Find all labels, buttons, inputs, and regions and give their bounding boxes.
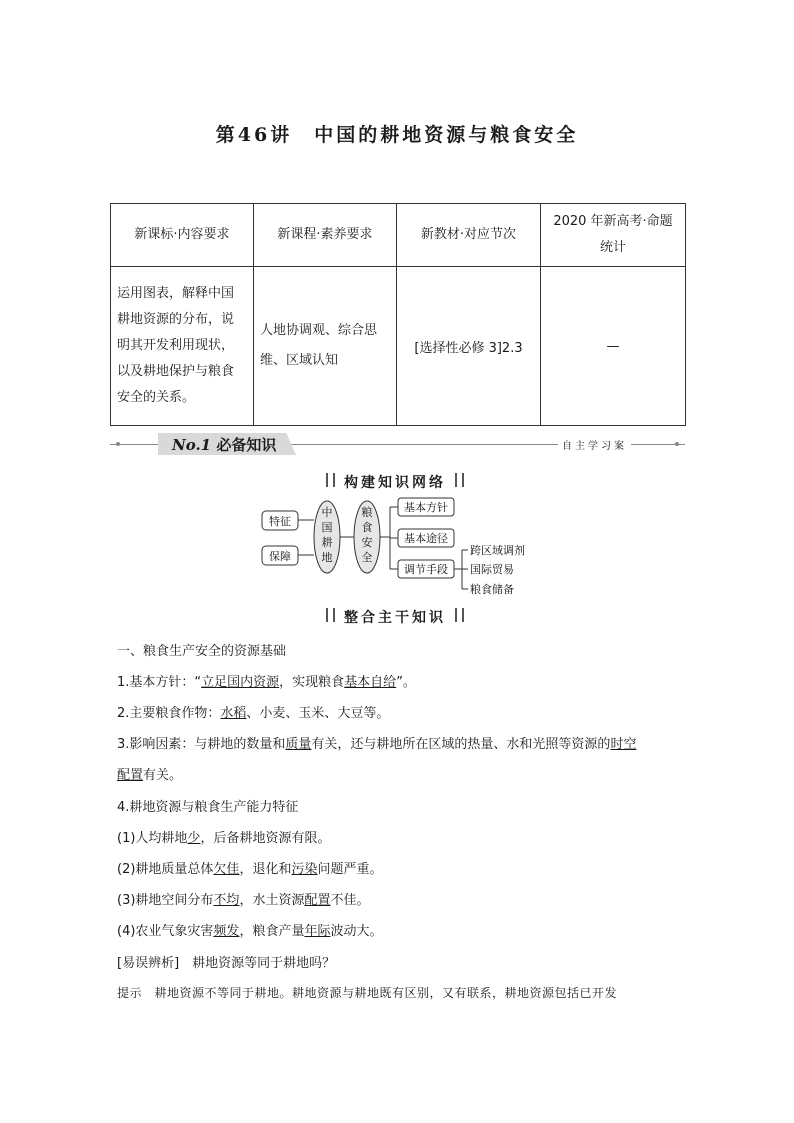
cell-line: 安全的关系。 [117,390,196,405]
header-line: 2020 年新高考·命题 [553,214,673,229]
diagram-label: 安 [361,536,373,549]
underlined-answer: 质量 [285,737,312,752]
cell-line: 耕地资源的分布，说 [117,312,235,327]
table-cell-stats: — [541,267,686,426]
text: 不佳。 [330,893,370,908]
cell-line: 人地协调观、综合思 [260,323,378,338]
underlined-answer: 水稻 [220,706,247,721]
text: 1.基本方针：“ [117,675,202,690]
banner-number: No.1 [172,436,212,454]
table-header-cell: 新课程·素养要求 [254,204,397,267]
page-title: 第46讲 中国的耕地资源与粮食安全 [215,124,579,146]
cell-line: 运用图表，解释中国 [117,286,235,301]
misconception-question: [易误辨析] 耕地资源等同于耕地吗？ [117,956,336,971]
text: (4)农业气象灾害 [117,924,214,939]
banner-dot [116,442,120,446]
table-header-cell: 新教材·对应节次 [397,204,541,267]
hint-text: 提示 耕地资源不等同于耕地。耕地资源与耕地既有区别，又有联系，耕地资源包括已开发 [117,986,618,1000]
text: ，实现粮食 [279,675,345,690]
text: (3)耕地空间分布 [117,893,214,908]
text: 、小麦、玉米、大豆等。 [246,706,390,721]
diagram-label: 国际贸易 [470,563,514,576]
underlined-answer: 少 [187,831,201,846]
underlined-answer: 污染 [291,862,318,877]
underlined-answer: 不均 [213,893,240,908]
knowledge-network-diagram [258,493,548,598]
diagram-label: 食 [361,521,373,534]
requirements-table [110,203,686,426]
point-main-crops [117,702,389,721]
text: ，后备耕地资源有限。 [200,831,331,846]
cell-line: 明其开发利用现状， [117,338,235,353]
point-factors-continued [117,764,182,783]
underlined-answer: 欠佳 [213,862,240,877]
header-line: 统计 [599,240,626,255]
text: 有关，还与耕地所在区域的热量、水和光照等资源的 [311,737,611,752]
diagram-label: 地 [321,551,333,564]
diagram-label: 基本途径 [404,532,448,545]
table-cell-content-req [111,267,254,426]
diagram-label: 耕 [321,536,333,549]
underlined-answer: 配置 [304,893,331,908]
banner-label: 必备知识 [216,436,277,454]
point-basic-policy [117,671,416,690]
diagram-label: 粮 [361,506,373,519]
list-item [117,889,369,908]
underlined-answer: 立足国内资源 [201,675,280,690]
point-factors [117,733,636,752]
table-header-cell: 新课标·内容要求 [111,204,254,267]
table-row [111,267,686,426]
diagram-label: 保障 [269,550,291,563]
underlined-answer: 基本自给 [344,675,397,690]
text: 2.主要粮食作物： [117,706,221,721]
text: 有关。 [143,768,183,783]
diagram-label: 调节手段 [404,563,448,576]
cell-line: 以及耕地保护与粮食 [117,364,235,379]
underlined-answer: 频发 [213,924,240,939]
diagram-label: 粮食储备 [470,583,514,596]
list-item [117,827,330,846]
list-item [117,858,382,877]
text: ”。 [396,675,416,690]
section-heading-core: 整合主干知识 [320,607,470,627]
text: 波动大。 [330,924,383,939]
heading-characteristics: 4.耕地资源与粮食生产能力特征 [117,800,299,815]
list-item [117,920,382,939]
text: (1)人均耕地 [117,831,188,846]
underlined-answer: 时空 [610,737,637,752]
text: (2)耕地质量总体 [117,862,214,877]
diagram-label: 国 [321,521,333,534]
banner-dot [675,442,679,446]
diagram-label: 中 [321,506,333,519]
banner-title [172,434,276,455]
table-header-row [111,204,686,267]
banner-right-label: 自主学习案 [558,437,631,452]
text: ，水土资源 [239,893,305,908]
table-cell-literacy [254,267,397,426]
text: ，粮食产量 [239,924,305,939]
heading-resource-basis: 一、粮食生产安全的资源基础 [117,644,287,659]
underlined-answer: 配置 [117,768,144,783]
underlined-answer: 年际 [304,924,331,939]
cell-line: 维、区域认知 [260,353,339,368]
text: 3.影响因素：与耕地的数量和 [117,737,286,752]
text: 问题严重。 [317,862,383,877]
section-banner [110,434,685,456]
text: ，退化和 [239,862,292,877]
table-header-cell [541,204,686,267]
table-cell-section: [选择性必修 3]2.3 [397,267,541,426]
diagram-label: 全 [361,551,373,564]
diagram-label: 特征 [269,515,291,528]
diagram-label: 跨区域调剂 [470,544,525,557]
diagram-label: 基本方针 [404,501,448,514]
section-heading-network: 构建知识网络 [320,472,470,492]
